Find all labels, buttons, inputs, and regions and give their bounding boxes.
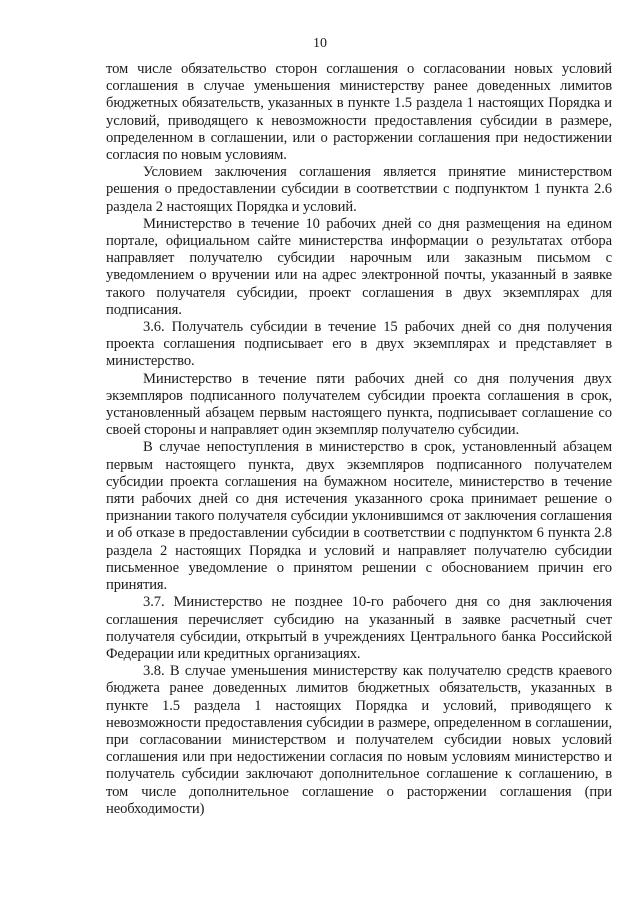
paragraph-ministry-sends-draft: Министерство в течение 10 рабочих дней со дня размещения на едином портале, официальном сайте министерства информации о результатах отбора направляет получателю субсидии нарочным или заказным письмом с уведомлением о вручении или на адрес электронной почты, указанный в заявке такого получателя субсидии, проект соглашения в двух экземплярах для подписания. [106, 215, 612, 318]
paragraph-continuation: том числе обязательство сторон соглашения о согласовании новых условий соглашения в случае уменьшения министерству ранее доведенных лимитов бюджетных обязательств, указанных в пункте 1.5 раздела 1 настоящих Порядка и условий, приводящего к невозможности предоставления субсидии в размере, определенном в соглашении, или о расторжении соглашения при недостижении согласия по новым условиям. [106, 61, 612, 164]
paragraph-non-receipt: В случае непоступления в министерство в срок, установленный абзацем первым настоящего пункта, двух экземпляров подписанного получателем субсидии проекта соглашения на бумажном носителе, министерство в течение пяти рабочих дней со дня истечения указанного срока принимает решение о признании такого получателя субсидии уклонившимся от заключения соглашения и об отказе в предоставлении субсидии в соответствии с подпунктом 6 пункта 2.8 раздела 2 настоящих Порядка и условий и направляет получателю субсидии письменное уведомление о принятом решении с обоснованием причин его принятия. [106, 439, 612, 594]
page-number: 10 [313, 36, 327, 51]
paragraph-condition: Условием заключения соглашения является принятие министерством решения о предоставлении субсидии в соответствии с подпунктом 1 пункта 2.6 раздела 2 настоящих Порядка и условий. [106, 164, 612, 215]
paragraph-3-7: 3.7. Министерство не позднее 10-го рабочего дня со дня заключения соглашения перечисляет субсидию на указанный в заявке расчетный счет получателя субсидии, открытый в учреждениях Центрального банка Российской Федерации или кредитных организациях. [106, 594, 612, 662]
paragraph-ministry-signs: Министерство в течение пяти рабочих дней со дня получения двух экземпляров подписанного получателем субсидии проекта соглашения в срок, установленный абзацем первым настоящего пункта, подписывает соглашение со своей стороны и направляет один экземпляр получателю субсидии. [106, 370, 612, 439]
document-body [106, 61, 612, 818]
paragraph-3-6: 3.6. Получатель субсидии в течение 15 рабочих дней со дня получения проекта соглашения подписывает его в двух экземплярах и представляет в министерство. [106, 319, 612, 370]
paragraph-3-8: 3.8. В случае уменьшения министерству как получателю средств краевого бюджета ранее доведенных лимитов бюджетных обязательств, указанных в пункте 1.5 раздела 1 настоящих Порядка и условий, приводящего к невозможности предоставления субсидии в размере, определенном в соглашении, при согласовании министерством и получателем субсидии новых условий соглашения или при недостижении согласия по новым условиям министерство и получатель субсидии заключают дополнительное соглашение к соглашению, в том числе дополнительное соглашение о расторжении соглашения (при необходимости) [106, 663, 612, 817]
